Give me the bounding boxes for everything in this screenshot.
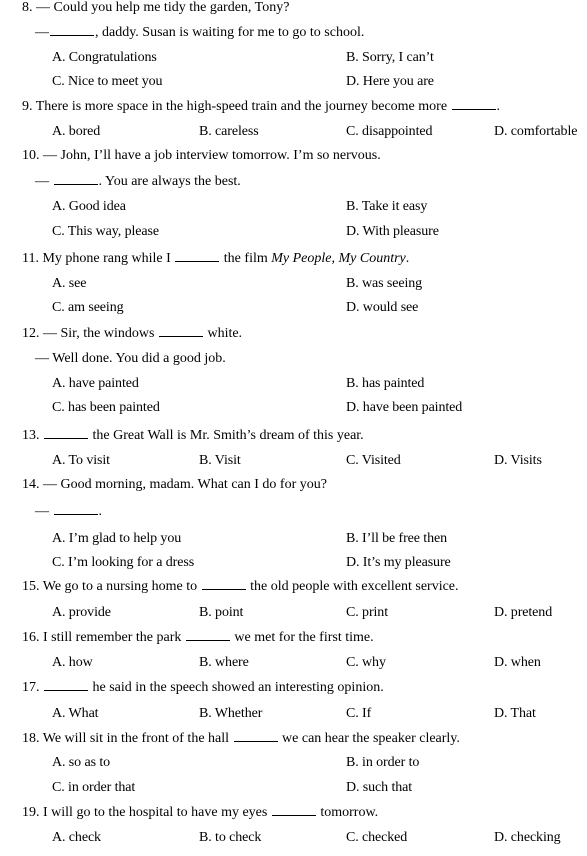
- answer-option-d[interactable]: D. Here you are: [346, 74, 434, 89]
- answer-option-b[interactable]: B. was seeing: [346, 276, 423, 291]
- answer-option-b[interactable]: B. has painted: [346, 376, 425, 391]
- options-row: [0, 398, 587, 418]
- text-run: —: [35, 504, 53, 519]
- text-run: —: [35, 174, 53, 189]
- answer-option-d[interactable]: D. pretend: [494, 605, 553, 620]
- options-row: [0, 122, 587, 142]
- answer-option-b[interactable]: B. point: [199, 605, 244, 620]
- answer-option-d[interactable]: D. would see: [346, 300, 419, 315]
- text-run: we can hear the speaker clearly.: [278, 731, 460, 746]
- options-row: [0, 603, 587, 623]
- answer-option-c[interactable]: C. in order that: [52, 780, 136, 795]
- question-text: [22, 97, 500, 117]
- answer-option-c[interactable]: C. Visited: [346, 453, 401, 468]
- answer-blank[interactable]: [44, 678, 88, 691]
- question-stem: [0, 577, 587, 597]
- question-number: 12.: [22, 326, 40, 341]
- answer-option-b[interactable]: B. I’ll be free then: [346, 531, 448, 546]
- question-stem: [0, 0, 587, 18]
- question-number: 15.: [22, 579, 40, 594]
- text-run: . You are always the best.: [98, 174, 241, 189]
- question-number: 17.: [22, 680, 40, 695]
- question-number: 18.: [22, 731, 40, 746]
- answer-option-c[interactable]: C. disappointed: [346, 124, 433, 139]
- question-number: 9.: [22, 99, 33, 114]
- answer-option-a[interactable]: A. see: [52, 276, 87, 291]
- text-run: I still remember the park: [43, 630, 185, 645]
- options-row: [0, 274, 587, 294]
- answer-blank[interactable]: [159, 324, 203, 337]
- answer-blank[interactable]: [202, 577, 246, 590]
- answer-option-d[interactable]: D. such that: [346, 780, 413, 795]
- question-text: [22, 803, 378, 823]
- answer-option-c[interactable]: C. why: [346, 655, 386, 670]
- answer-option-a[interactable]: A. Good idea: [52, 199, 126, 214]
- text-run: he said in the speech showed an interesting opinion.: [89, 680, 384, 695]
- question-stem: [0, 729, 587, 749]
- options-row: [0, 653, 587, 673]
- answer-option-d[interactable]: D. checking: [494, 830, 561, 845]
- answer-option-b[interactable]: B. Sorry, I can’t: [346, 50, 434, 65]
- text-run: the film: [220, 251, 272, 266]
- options-row: [0, 529, 587, 549]
- question-number: 11.: [22, 251, 39, 266]
- question-dialogue-line: [0, 502, 587, 522]
- text-run: .: [496, 99, 501, 114]
- answer-option-a[interactable]: A. check: [52, 830, 101, 845]
- options-row: [0, 553, 587, 573]
- text-run: — Well done. You did a good job.: [35, 351, 226, 366]
- question-text: [22, 426, 364, 446]
- answer-blank[interactable]: [272, 803, 316, 816]
- question-text: [22, 475, 327, 495]
- options-row: [0, 222, 587, 242]
- answer-option-d[interactable]: D. have been painted: [346, 400, 463, 415]
- question-text: [22, 729, 460, 749]
- answer-option-d[interactable]: D. when: [494, 655, 541, 670]
- text-run: .: [98, 504, 102, 519]
- question-text: [22, 249, 409, 269]
- text-run: We go to a nursing home to: [42, 579, 201, 594]
- question-text: [35, 502, 102, 522]
- text-run: — Sir, the windows: [43, 326, 158, 341]
- question-dialogue-line: [0, 172, 587, 192]
- question-stem: [0, 475, 587, 495]
- question-dialogue-line: [0, 23, 587, 43]
- text-run: My phone rang while I: [42, 251, 175, 266]
- text-run: , daddy. Susan is waiting for me to go to school.: [95, 25, 365, 40]
- question-number: 13.: [22, 428, 40, 443]
- text-run: the old people with excellent service.: [246, 579, 459, 594]
- question-text: [35, 172, 241, 192]
- answer-blank[interactable]: [44, 426, 88, 439]
- answer-option-b[interactable]: B. to check: [199, 830, 262, 845]
- answer-option-d[interactable]: D. It’s my pleasure: [346, 555, 451, 570]
- text-run: — Could you help me tidy the garden, Tony?: [36, 0, 290, 15]
- answer-blank[interactable]: [50, 23, 94, 36]
- question-text: [22, 577, 459, 597]
- question-text: [35, 349, 226, 369]
- options-row: [0, 828, 587, 848]
- question-stem: [0, 426, 587, 446]
- answer-option-a[interactable]: A. Congratulations: [52, 50, 157, 65]
- answer-blank[interactable]: [234, 729, 278, 742]
- text-run: We will sit in the front of the hall: [42, 731, 233, 746]
- text-run: tomorrow.: [316, 805, 379, 820]
- answer-blank[interactable]: [186, 628, 230, 641]
- answer-option-c[interactable]: C. This way, please: [52, 224, 159, 239]
- question-dialogue-line: [0, 349, 587, 369]
- answer-option-c[interactable]: C. checked: [346, 830, 408, 845]
- text-run: we met for the first time.: [230, 630, 374, 645]
- answer-option-b[interactable]: B. careless: [199, 124, 259, 139]
- question-text: [22, 628, 374, 648]
- question-stem: [0, 803, 587, 823]
- question-text: [22, 678, 384, 698]
- answer-option-a[interactable]: A. To visit: [52, 453, 110, 468]
- question-text: [22, 324, 242, 344]
- answer-option-a[interactable]: A. how: [52, 655, 93, 670]
- options-row: [0, 298, 587, 318]
- options-row: [0, 374, 587, 394]
- question-number: 10.: [22, 148, 40, 163]
- answer-option-a[interactable]: A. provide: [52, 605, 111, 620]
- question-stem: [0, 249, 587, 269]
- answer-blank[interactable]: [175, 249, 219, 262]
- answer-option-c[interactable]: C. I’m looking for a dress: [52, 555, 195, 570]
- question-stem: [0, 678, 587, 698]
- text-run: —: [35, 25, 49, 40]
- answer-blank[interactable]: [54, 172, 98, 185]
- question-stem: [0, 146, 587, 166]
- text-run: There is more space in the high-speed train and the journey become more: [35, 99, 451, 114]
- question-number: 16.: [22, 630, 40, 645]
- question-stem: [0, 324, 587, 344]
- film-title: My People, My Country: [271, 251, 406, 266]
- answer-blank[interactable]: [54, 502, 98, 515]
- answer-option-a[interactable]: A. I’m glad to help you: [52, 531, 182, 546]
- answer-option-b[interactable]: B. in order to: [346, 755, 420, 770]
- answer-option-b[interactable]: B. Whether: [199, 706, 263, 721]
- answer-option-c[interactable]: C. print: [346, 605, 388, 620]
- answer-option-a[interactable]: A. so as to: [52, 755, 111, 770]
- answer-option-c[interactable]: C. If: [346, 706, 372, 721]
- options-row: [0, 72, 587, 92]
- answer-option-d[interactable]: D. Visits: [494, 453, 542, 468]
- text-run: — Good morning, madam. What can I do for you?: [43, 477, 327, 492]
- answer-option-c[interactable]: C. Nice to meet you: [52, 74, 163, 89]
- text-run: — John, I’ll have a job interview tomorrow. I’m so nervous.: [43, 148, 381, 163]
- answer-option-c[interactable]: C. am seeing: [52, 300, 124, 315]
- question-number: 19.: [22, 805, 40, 820]
- options-row: [0, 451, 587, 471]
- answer-option-d[interactable]: D. With pleasure: [346, 224, 439, 239]
- question-stem: [0, 97, 587, 117]
- question-text: [22, 146, 381, 166]
- question-text: [22, 0, 289, 18]
- question-number: 8.: [22, 0, 33, 15]
- question-stem: [0, 628, 587, 648]
- answer-blank[interactable]: [452, 97, 496, 110]
- options-row: [0, 778, 587, 798]
- answer-option-a[interactable]: A. bored: [52, 124, 101, 139]
- answer-option-b[interactable]: B. Visit: [199, 453, 241, 468]
- options-row: [0, 704, 587, 724]
- answer-option-d[interactable]: D. comfortable: [494, 124, 578, 139]
- text-run: the Great Wall is Mr. Smith’s dream of this year.: [89, 428, 364, 443]
- answer-option-a[interactable]: A. What: [52, 706, 99, 721]
- answer-option-c[interactable]: C. has been painted: [52, 400, 160, 415]
- question-text: [35, 23, 364, 43]
- answer-option-a[interactable]: A. have painted: [52, 376, 139, 391]
- answer-option-b[interactable]: B. Take it easy: [346, 199, 428, 214]
- options-row: [0, 197, 587, 217]
- answer-option-b[interactable]: B. where: [199, 655, 249, 670]
- options-row: [0, 48, 587, 68]
- options-row: [0, 753, 587, 773]
- text-run: white.: [203, 326, 243, 341]
- answer-option-d[interactable]: D. That: [494, 706, 536, 721]
- text-run: .: [405, 251, 410, 266]
- question-number: 14.: [22, 477, 40, 492]
- text-run: I will go to the hospital to have my eyes: [43, 805, 271, 820]
